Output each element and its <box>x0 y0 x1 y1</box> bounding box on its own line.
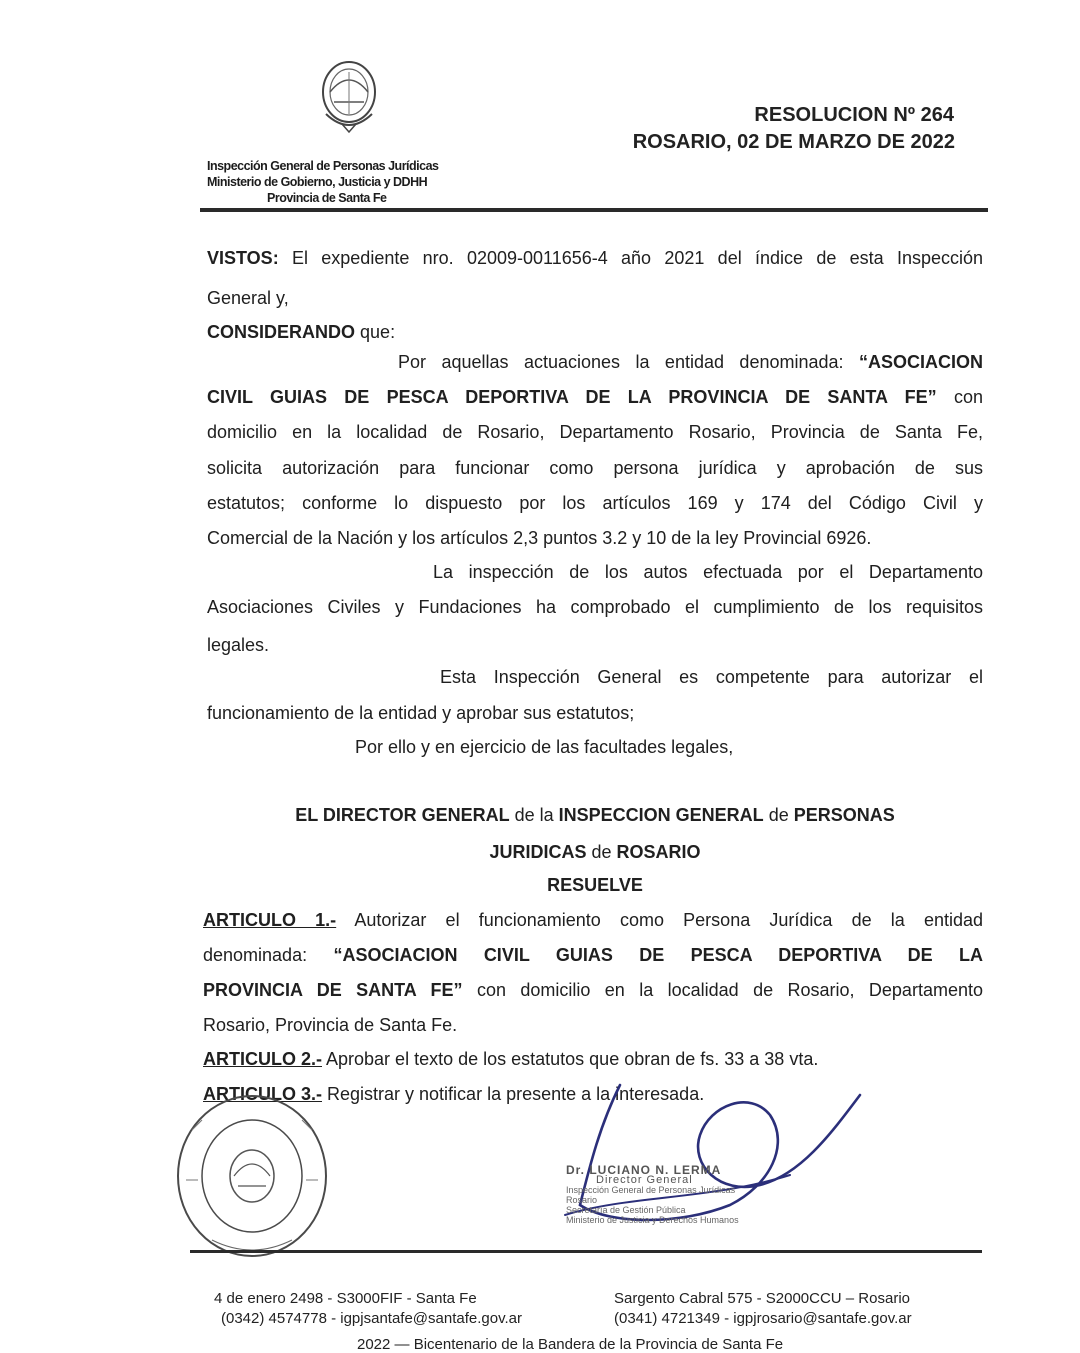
institution-line: Provincia de Santa Fe <box>267 191 387 205</box>
entity-name: CIVIL GUIAS DE PESCA DEPORTIVA DE LA PROVINCIA DE SANTA FE” <box>207 387 937 407</box>
footer-address-santa-fe: 4 de enero 2498 - S3000FIF - Santa Fe <box>214 1290 477 1307</box>
header-divider <box>200 208 988 212</box>
article-1-line <box>203 980 983 1001</box>
signature-block <box>566 1165 766 1225</box>
paragraph-line: legales. <box>207 635 270 655</box>
signer-name: Dr. LUCIANO N. LERMA <box>566 1163 722 1177</box>
article-text: Aprobar el texto de los estatutos que obran de fs. 33 a 38 vta. <box>326 1049 819 1069</box>
director-title: PERSONAS <box>793 805 895 825</box>
article-1-line: Rosario, Provincia de Santa Fe. <box>203 1015 458 1035</box>
considerando-label: CONSIDERANDO <box>207 322 356 342</box>
resolution-place-date: ROSARIO, 02 DE MARZO DE 2022 <box>632 131 955 153</box>
article-text: con domicilio en la localidad de Rosario, Departamento <box>476 980 983 1000</box>
director-title-connector: de <box>768 805 789 825</box>
paragraph-line <box>207 387 983 408</box>
entity-name: “ASOCIACION <box>858 352 983 372</box>
signer-office: Secretaría de Gestión Pública <box>566 1205 686 1215</box>
article-1-label: ARTICULO 1.- <box>203 910 337 930</box>
footer-contact-santa-fe: (0342) 4574778 - igpjsantafe@santafe.gov.ar <box>221 1310 522 1327</box>
director-title-connector: de la <box>514 805 554 825</box>
footer-address-rosario: Sargento Cabral 575 - S2000CCU – Rosario <box>614 1290 910 1307</box>
signer-office: Ministerio de Justicia y Derechos Humanos <box>566 1215 739 1225</box>
article-text: Autorizar el funcionamiento como Persona Jurídica de la entidad <box>354 910 984 930</box>
article-text: Registrar y notificar la presente a la interesada. <box>327 1084 705 1104</box>
resuelve-label: RESUELVE <box>547 875 643 895</box>
entity-name: “ASOCIACION CIVIL GUIAS DE PESCA DEPORTIVA DE LA <box>333 945 983 965</box>
paragraph-text: Por aquellas actuaciones la entidad denominada: <box>398 352 844 372</box>
vistos-line-2: General y, <box>207 288 289 308</box>
director-title: INSPECCION GENERAL <box>558 805 764 825</box>
director-title-line <box>207 805 983 826</box>
vistos-text: El expediente nro. 02009-0011656-4 año 2021 del índice de esta Inspección <box>291 248 983 268</box>
considerando-line <box>207 322 395 343</box>
article-2-line <box>203 1049 818 1070</box>
footer-divider <box>190 1250 982 1253</box>
signer-title: Director General <box>596 1174 693 1186</box>
article-3-label: ARTICULO 3.- <box>203 1084 322 1104</box>
vistos-label: VISTOS: <box>207 248 279 268</box>
paragraph-line: solicita autorización para funcionar como persona jurídica y aprobación de sus <box>207 458 983 478</box>
paragraph-line: funcionamiento de la entidad y aprobar sus estatutos; <box>207 703 635 723</box>
paragraph-line: Comercial de la Nación y los artículos 2,3 puntos 3.2 y 10 de la ley Provincial 6926. <box>207 528 872 548</box>
article-1-line <box>203 945 983 966</box>
paragraph-line: La inspección de los autos efectuada por el Departamento <box>433 562 983 582</box>
director-title-connector: de <box>591 842 612 862</box>
paragraph-line: domicilio en la localidad de Rosario, Departamento Rosario, Provincia de Santa Fe, <box>207 422 983 442</box>
entity-name: PROVINCIA DE SANTA FE” <box>203 980 463 1000</box>
institution-line: Ministerio de Gobierno, Justicia y DDHH <box>207 175 428 189</box>
article-text: denominada: <box>203 945 308 965</box>
director-title-line <box>207 842 983 863</box>
paragraph-line: estatutos; conforme lo dispuesto por los artículos 169 y 174 del Código Civil y <box>207 493 983 513</box>
article-1-line <box>203 910 983 931</box>
resolution-header <box>633 102 955 156</box>
provincial-emblem-icon <box>312 58 386 138</box>
resolution-number: RESOLUCION Nº 264 <box>754 104 954 126</box>
footer-bicentenary-motto: 2022 — Bicentenario de la Bandera de la Provincia de Santa Fe <box>357 1336 784 1353</box>
paragraph-line <box>398 352 983 373</box>
director-title: JURIDICAS <box>489 842 587 862</box>
director-title: ROSARIO <box>616 842 701 862</box>
paragraph-text: con <box>953 387 983 407</box>
considerando-que: que: <box>360 322 396 342</box>
article-2-label: ARTICULO 2.- <box>203 1049 322 1069</box>
footer-contact-rosario: (0341) 4721349 - igpjrosario@santafe.gov.ar <box>614 1310 912 1327</box>
signer-office: Inspección General de Personas Jurídicas Rosario <box>566 1185 736 1205</box>
paragraph-line: Esta Inspección General es competente para autorizar el <box>440 667 983 687</box>
paragraph-line: Por ello y en ejercicio de las facultades legales, <box>355 737 734 757</box>
vistos-line <box>207 248 983 269</box>
paragraph-line: Asociaciones Civiles y Fundaciones ha comprobado el cumplimiento de los requisitos <box>207 597 983 617</box>
resuelve-heading <box>207 875 983 896</box>
institution-block <box>207 158 439 206</box>
institution-line: Inspección General de Personas Jurídicas <box>207 159 439 173</box>
official-seal-stamp-icon <box>172 1090 332 1262</box>
director-title: EL DIRECTOR GENERAL <box>295 805 510 825</box>
